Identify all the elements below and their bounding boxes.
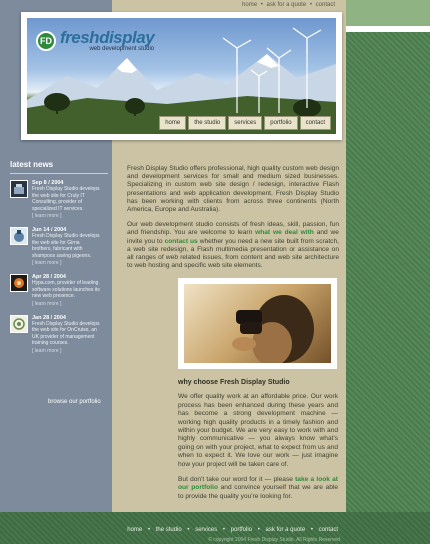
news-description: Fresh Display Studio develops the web site for OnCruise, an UK provider of management training courses.	[32, 320, 100, 346]
footer-sep: •	[257, 527, 260, 533]
logo-title: freshdisplay	[60, 28, 155, 47]
copyright: © copyright 2004 Fresh Display Studio. All Rights Reserved	[208, 537, 340, 543]
news-date: Jun 14 / 2004	[32, 227, 67, 233]
news-item	[10, 274, 116, 307]
news-item	[10, 180, 116, 219]
top-nav-contact[interactable]: contact	[315, 2, 335, 8]
why-section	[178, 379, 338, 508]
news-thumbnail-icon[interactable]	[10, 227, 28, 245]
news-date: Jan 28 / 2004	[32, 314, 66, 321]
studio-text: whether you need a new site built from scratch, a web site redesign, a Flash multimedia presentation or assistance on all ranges of web related issues, from content and web site architecture to web hosting and specific web site elements.	[127, 237, 339, 270]
right-decor	[346, 0, 430, 544]
tab-home[interactable]: home	[159, 116, 186, 130]
top-nav	[241, 2, 336, 8]
footer-nav	[125, 527, 340, 533]
news-item	[10, 227, 116, 266]
sidebar-divider	[10, 173, 108, 174]
logo-subtitle: web development studio	[89, 46, 155, 52]
right-decor-band	[346, 26, 430, 32]
news-description: Hypa.com, provider of leading software solutions launches its new web presence.	[32, 280, 100, 299]
sidebar-title: latest news	[10, 160, 54, 169]
binoculars-photo	[184, 284, 331, 363]
why-title: why choose Fresh Display Studio	[178, 379, 290, 386]
news-thumbnail-icon[interactable]	[10, 315, 28, 333]
studio-text: and we invite you to	[127, 229, 339, 245]
logo[interactable]	[36, 29, 154, 52]
top-nav-quote[interactable]: ask for a quote	[266, 2, 307, 8]
footer-sep: •	[222, 527, 225, 533]
tab-services[interactable]: services	[228, 116, 262, 130]
right-decor-top	[346, 0, 430, 26]
footer-link-quote[interactable]: ask for a quote	[265, 527, 306, 533]
why-paragraph: We offer quality work at an affordable price. Our work process has been enhanced during these years and has become a strong development machine — working high quality products in a timely fashion and within your budget. We are very easy to work with and highly communicative — you always know what's going on with your project, what to expect from us and when to expect it. We love our work — just imagine how your project will be taken care of.	[178, 393, 338, 468]
intro-paragraph: Fresh Display Studio offers professional, high quality custom web design and development services for small and medium sized businesses. Specializing in custom web site design / redesign, interactive Flash presentations and web application development, Fresh Display Studio has been working with clients from across three continents (North America, Europe and Australia).	[127, 165, 339, 214]
why-text: and convince yourself that we are able to provide the quality you're looking for.	[178, 484, 338, 500]
news-description: Fresh Display Studio develops the web site for Girna brothers, fabricant with shampoos saving pigeons.	[32, 233, 100, 259]
learn-more-link[interactable]: [ learn more ]	[32, 347, 62, 354]
news-date: Apr 28 / 2004	[32, 274, 66, 280]
tab-portfolio[interactable]: portfolio	[264, 116, 297, 130]
footer-link-contact[interactable]: contact	[318, 527, 338, 533]
studio-paragraph	[127, 221, 339, 270]
footer-sep: •	[310, 527, 313, 533]
what-we-deal-with-link[interactable]: what we deal with	[255, 229, 314, 237]
portfolio-link[interactable]: take a look at our portfolio	[178, 476, 338, 492]
top-nav-sep: •	[309, 2, 312, 8]
browse-portfolio-link[interactable]: browse our portfolio	[48, 399, 101, 405]
news-description: Fresh Display Studio develops the web site for Cruly IT Consulting, provider of specialized IT services.	[32, 186, 100, 212]
learn-more-link[interactable]: [ learn more ]	[32, 213, 62, 219]
photo-frame	[178, 278, 337, 369]
top-nav-sep: •	[260, 2, 263, 8]
footer-sep: •	[187, 527, 190, 533]
footer-link-the-studio[interactable]: the studio	[155, 527, 182, 533]
main-nav	[157, 116, 331, 130]
binoculars-photo-illustration	[184, 284, 331, 363]
learn-more-link[interactable]: [ learn more ]	[32, 300, 62, 307]
news-sidebar	[6, 160, 116, 362]
header-frame	[21, 12, 342, 140]
header-banner	[27, 18, 336, 134]
learn-more-link[interactable]: [ learn more ]	[32, 260, 62, 266]
why-text: But don't take our word for it — please	[178, 476, 296, 484]
tab-contact[interactable]: contact	[300, 116, 331, 130]
contact-us-link[interactable]: contact us	[164, 237, 198, 245]
news-thumbnail-icon[interactable]	[10, 274, 28, 292]
logo-mark-icon: FD	[36, 31, 56, 51]
news-item	[10, 315, 116, 354]
footer-sep: •	[147, 527, 151, 533]
top-nav-home[interactable]: home	[242, 2, 258, 8]
studio-text: Our web development studio consists of fresh ideas, skill, passion, fun and friendship. You are welcome to learn	[127, 221, 339, 237]
news-date: Sep 8 / 2004	[32, 180, 64, 186]
footer-link-portfolio[interactable]: portfolio	[230, 527, 253, 533]
portfolio-paragraph	[178, 476, 338, 501]
main-content	[127, 165, 339, 277]
tab-the-studio[interactable]: the studio	[188, 116, 226, 130]
footer-link-services[interactable]: services	[195, 527, 218, 533]
news-thumbnail-icon[interactable]	[10, 180, 28, 198]
footer-link-home[interactable]: home	[127, 527, 143, 533]
